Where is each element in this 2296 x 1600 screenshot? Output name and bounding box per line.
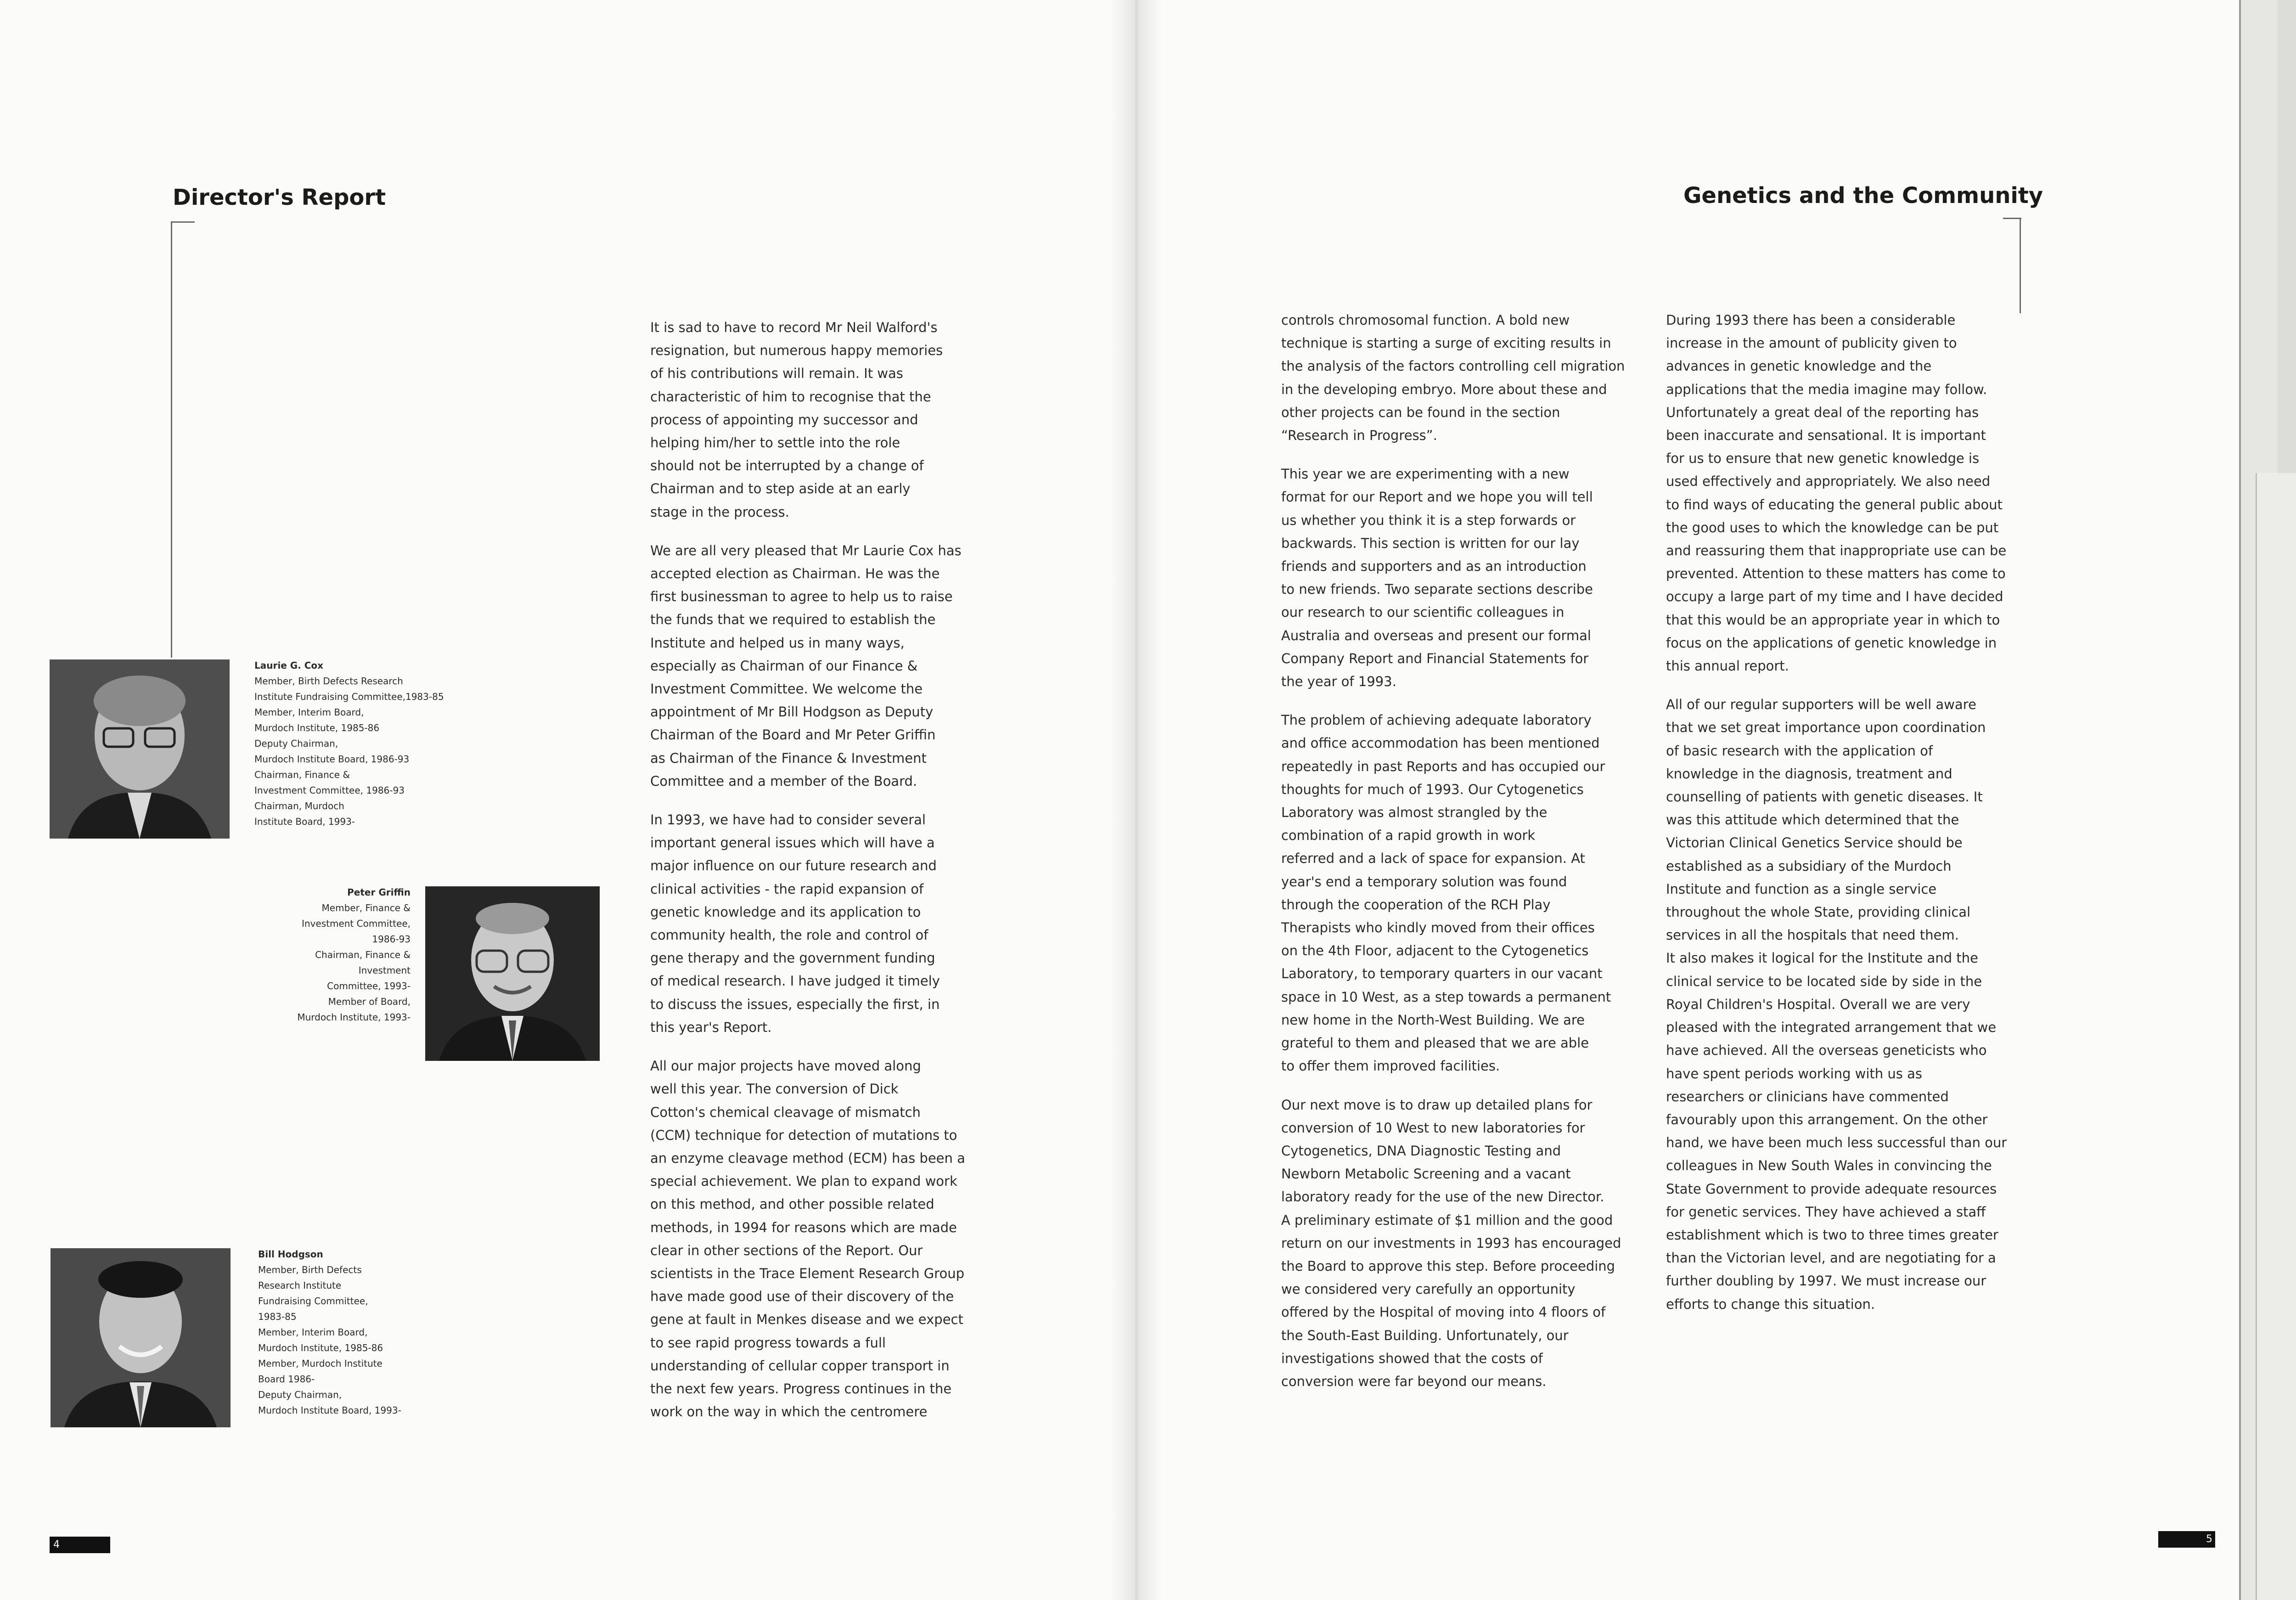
text-line: return on our investments in 1993 has encouraged	[1281, 1235, 1621, 1251]
text-line: our research to our scientific colleagues in	[1281, 604, 1564, 620]
text-line: especially as Chairman of our Finance &	[650, 658, 918, 674]
caption-line: Institute Fundraising Committee,1983-85	[254, 691, 444, 702]
text-line: this year's Report.	[650, 1019, 772, 1035]
text-line: hand, we have been much less successful than our	[1666, 1135, 2007, 1151]
text-line: that this would be an appropriate year in which to	[1666, 612, 2000, 628]
text-line: we considered very carefully an opportunity	[1281, 1281, 1576, 1297]
text-line: grateful to them and pleased that we are able	[1281, 1035, 1589, 1051]
text-line: offered by the Hospital of moving into 4 floors of	[1281, 1304, 1606, 1320]
text-line: services in all the hospitals that need them.	[1666, 927, 1959, 943]
text-line: should not be interrupted by a change of	[650, 458, 924, 474]
text-line: and office accommodation has been mentioned	[1281, 735, 1600, 751]
paragraph	[1281, 1093, 1644, 1393]
text-line: genetic knowledge and its application to	[650, 904, 921, 920]
caption-line: 1986-93	[372, 934, 411, 945]
caption-line: 1983-85	[258, 1311, 297, 1322]
text-line: first businessman to agree to help us to raise	[650, 589, 953, 605]
text-line: for us to ensure that new genetic knowledge is	[1666, 451, 1980, 467]
text-line: us whether you think it is a step forwards or	[1281, 512, 1576, 528]
text-line: The problem of achieving adequate laboratory	[1281, 712, 1592, 728]
community-column-2	[1666, 309, 2033, 1331]
text-line: to find ways of educating the general public about	[1666, 496, 2003, 513]
book-gutter	[1111, 0, 1162, 1600]
paragraph	[650, 539, 985, 793]
portrait-peter-griffin	[425, 886, 600, 1061]
page-edge-insert	[2256, 473, 2296, 1600]
text-line: (CCM) technique for detection of mutations to	[650, 1127, 957, 1143]
caption-laurie-cox	[254, 658, 466, 829]
caption-line: Investment Committee, 1986-93	[254, 785, 405, 796]
paragraph	[1281, 309, 1644, 447]
text-line: Unfortunately a great deal of the reporting has	[1666, 404, 1979, 420]
text-line: work on the way in which the centromere	[650, 1404, 928, 1420]
text-line: During 1993 there has been a considerable	[1666, 312, 1956, 328]
caption-line: Member, Birth Defects	[258, 1264, 362, 1275]
paragraph	[1281, 709, 1644, 1077]
text-line: We are all very pleased that Mr Laurie Cox has	[650, 542, 962, 558]
text-line: Institute and helped us in many ways,	[650, 635, 905, 651]
text-line: knowledge in the diagnosis, treatment and	[1666, 766, 1953, 782]
title-rule-horizontal-right	[2003, 218, 2021, 219]
caption-line: Deputy Chairman,	[258, 1389, 342, 1400]
text-line: efforts to change this situation.	[1666, 1296, 1875, 1312]
caption-line: Chairman, Finance &	[315, 949, 411, 960]
text-line: Therapists who kindly moved from their offices	[1281, 920, 1595, 936]
paragraph	[1666, 693, 2033, 1315]
text-line: Cytogenetics, DNA Diagnostic Testing and	[1281, 1143, 1561, 1159]
caption-line: Member, Murdoch Institute	[258, 1358, 383, 1369]
text-line: Our next move is to draw up detailed plans for	[1281, 1097, 1593, 1113]
text-line: advances in genetic knowledge and the	[1666, 358, 1932, 374]
text-line: prevented. Attention to these matters has come to	[1666, 566, 2006, 582]
caption-line: Chairman, Murdoch	[254, 800, 344, 811]
text-line: laboratory ready for the use of the new Director.	[1281, 1189, 1604, 1205]
paragraph	[1281, 462, 1644, 693]
text-line: the year of 1993.	[1281, 674, 1396, 690]
text-line: an enzyme cleavage method (ECM) has been a	[650, 1150, 965, 1166]
text-line: the analysis of the factors controlling cell migration	[1281, 358, 1625, 374]
text-line: to see rapid progress towards a full	[650, 1335, 886, 1351]
text-line: appointment of Mr Bill Hodgson as Deputy	[650, 704, 934, 720]
caption-line: Committee, 1993-	[327, 980, 411, 992]
caption-line: Research Institute	[258, 1280, 342, 1291]
text-line: format for our Report and we hope you will tell	[1281, 489, 1593, 505]
text-line: Chairman and to step aside at an early	[650, 481, 911, 497]
text-line: the funds that we required to establish the	[650, 612, 936, 628]
text-line: pleased with the integrated arrangement that we	[1666, 1020, 1997, 1036]
text-line: Institute and function as a single service	[1666, 881, 1937, 897]
text-line: researchers or clinicians have commented	[1666, 1088, 1949, 1104]
text-line: stage in the process.	[650, 504, 789, 520]
text-line: on the 4th Floor, adjacent to the Cytogenetics	[1281, 943, 1589, 959]
text-line: through the cooperation of the RCH Play	[1281, 896, 1551, 913]
caption-line: Investment	[358, 965, 411, 976]
text-line: Australia and overseas and present our formal	[1281, 627, 1591, 643]
text-line: process of appointing my successor and	[650, 411, 918, 428]
text-line: new home in the North-West Building. We are	[1281, 1012, 1585, 1028]
paragraph	[650, 1054, 985, 1423]
text-line: have achieved. All the overseas geneticists who	[1666, 1042, 1987, 1059]
text-line: throughout the whole State, providing clinical	[1666, 904, 1971, 920]
paragraph	[650, 808, 985, 1039]
text-line: characteristic of him to recognise that the	[650, 389, 931, 405]
text-line: thoughts for much of 1993. Our Cytogenetics	[1281, 781, 1584, 797]
text-line: referred and a lack of space for expansion. At	[1281, 851, 1585, 867]
text-line: “Research in Progress”.	[1281, 428, 1438, 444]
page-title: Director's Report	[173, 185, 386, 210]
text-line: combination of a rapid growth in work	[1281, 828, 1536, 844]
text-line: This year we are experimenting with a new	[1281, 466, 1570, 482]
paragraph	[650, 316, 985, 524]
text-line: In 1993, we have had to consider several	[650, 812, 926, 828]
text-line: and reassuring them that inappropriate use can be	[1666, 543, 2007, 559]
text-line: of his contributions will remain. It was	[650, 366, 903, 382]
text-line: Victorian Clinical Genetics Service should be	[1666, 835, 1963, 851]
text-line: counselling of patients with genetic diseases. It	[1666, 789, 1983, 805]
text-line: increase in the amount of publicity given to	[1666, 335, 1957, 351]
text-line: the good uses to which the knowledge can be put	[1666, 519, 1999, 535]
caption-line: Investment Committee,	[301, 918, 411, 929]
text-line: investigations showed that the costs of	[1281, 1350, 1543, 1366]
text-line: to discuss the issues, especially the first, in	[650, 996, 940, 1012]
page-number-left	[50, 1537, 110, 1553]
text-line: been inaccurate and sensational. It is important	[1666, 428, 1986, 444]
text-line: used effectively and appropriately. We also need	[1666, 473, 1991, 490]
text-line: Chairman of the Board and Mr Peter Griffin	[650, 727, 936, 743]
text-line: favourably upon this arrangement. On the other	[1666, 1111, 1988, 1127]
caption-line: Member, Interim Board,	[258, 1327, 368, 1338]
text-line: gene therapy and the government funding	[650, 950, 935, 966]
text-line: applications that the media imagine may follow.	[1666, 381, 1987, 397]
text-line: gene at fault in Menkes disease and we expect	[650, 1312, 963, 1328]
text-line: on this method, and other possible related	[650, 1196, 934, 1212]
caption-line: Institute Board, 1993-	[254, 816, 355, 827]
text-line: have made good use of their discovery of the	[650, 1289, 954, 1305]
text-line: All our major projects have moved along	[650, 1058, 921, 1074]
text-line: the next few years. Progress continues in the	[650, 1380, 952, 1397]
caption-line: Member, Interim Board,	[254, 707, 364, 718]
title-rule-vertical-right	[2020, 218, 2021, 313]
text-line: Committee and a member of the Board.	[650, 773, 917, 789]
text-line: Cotton's chemical cleavage of mismatch	[650, 1104, 921, 1120]
text-line: conversion were far beyond our means.	[1281, 1373, 1547, 1389]
text-line: clinical service to be located side by side in the	[1666, 973, 1982, 989]
text-line: for genetic services. They have achieved a staff	[1666, 1204, 1986, 1220]
text-line: colleagues in New South Wales in convincing the	[1666, 1158, 1992, 1174]
caption-line: Member, Finance &	[321, 902, 411, 913]
text-line: as Chairman of the Finance & Investment	[650, 750, 927, 766]
caption-line: Board 1986-	[258, 1374, 315, 1385]
text-line: of medical research. I have judged it timely	[650, 973, 940, 989]
text-line: clear in other sections of the Report. Our	[650, 1242, 923, 1258]
page-title-right: Genetics and the Community	[1683, 183, 2043, 208]
text-line: other projects can be found in the section	[1281, 404, 1560, 420]
title-rule-vertical	[171, 221, 172, 658]
text-line: conversion of 10 West to new laboratories for	[1281, 1120, 1585, 1136]
caption-line: Member of Board,	[328, 996, 411, 1007]
portrait-bill-hodgson	[51, 1248, 231, 1427]
caption-line: Murdoch Institute, 1985-86	[258, 1342, 383, 1353]
caption-line: Deputy Chairman,	[254, 738, 338, 749]
page-number-right	[2158, 1531, 2215, 1548]
text-line: Investment Committee. We welcome the	[650, 681, 923, 697]
text-line: established as a subsidiary of the Murdoch	[1666, 858, 1952, 874]
text-line: occupy a large part of my time and I have decided	[1666, 589, 2003, 605]
text-line: important general issues which will have a	[650, 835, 935, 851]
text-line: clinical activities - the rapid expansion of	[650, 881, 924, 897]
text-line: this annual report.	[1666, 658, 1789, 674]
text-line: further doubling by 1997. We must increase our	[1666, 1273, 1986, 1289]
text-line: It is sad to have to record Mr Neil Walford's	[650, 320, 938, 335]
community-column-1	[1281, 309, 1644, 1408]
text-line: in the developing embryo. More about these and	[1281, 381, 1607, 397]
text-line: Newborn Metabolic Screening and a vacant	[1281, 1166, 1571, 1182]
caption-name: Laurie G. Cox	[254, 660, 324, 671]
paragraph	[1666, 309, 2033, 677]
text-line: space in 10 West, as a step towards a permanent	[1281, 989, 1611, 1005]
text-line: major influence on our future research and	[650, 858, 937, 874]
title-rule-horizontal	[171, 221, 195, 223]
text-line: understanding of cellular copper transport in	[650, 1358, 950, 1374]
caption-line: Chairman, Finance &	[254, 769, 350, 780]
text-line: focus on the applications of genetic knowledge in	[1666, 635, 1997, 651]
text-line: to new friends. Two separate sections describe	[1281, 581, 1593, 597]
text-line: It also makes it logical for the Institute and the	[1666, 950, 1978, 966]
text-line: to offer them improved facilities.	[1281, 1058, 1500, 1074]
text-line: scientists in the Trace Element Research Group	[650, 1265, 964, 1281]
director-report-column	[650, 316, 985, 1439]
caption-line: Fundraising Committee,	[258, 1296, 368, 1307]
text-line: than the Victorian level, and are negotiating for a	[1666, 1250, 1996, 1266]
text-line: year's end a temporary solution was found	[1281, 873, 1567, 890]
caption-line: Murdoch Institute, 1993-	[297, 1012, 411, 1023]
text-line: Laboratory was almost strangled by the	[1281, 805, 1548, 821]
text-line: State Government to provide adequate resources	[1666, 1181, 1997, 1197]
text-line: of basic research with the application of	[1666, 743, 1933, 759]
caption-name: Peter Griffin	[347, 887, 411, 898]
caption-name: Bill Hodgson	[258, 1249, 323, 1260]
page-number-text: 4	[53, 1539, 60, 1550]
text-line: was this attitude which determined that the	[1666, 812, 1959, 828]
text-line: controls chromosomal function. A bold new	[1281, 312, 1570, 328]
portrait-laurie-cox	[50, 659, 230, 839]
text-line: establishment which is two to three times greater	[1666, 1227, 1998, 1243]
text-line: Royal Children's Hospital. Overall we are very	[1666, 996, 1970, 1012]
text-line: repeatedly in past Reports and has occupied our	[1281, 758, 1605, 774]
caption-line: Murdoch Institute Board, 1986-93	[254, 754, 410, 765]
caption-peter-griffin	[257, 885, 411, 1025]
text-line: methods, in 1994 for reasons which are made	[650, 1219, 957, 1235]
text-line: Company Report and Financial Statements for	[1281, 650, 1589, 666]
text-line: that we set great importance upon coordination	[1666, 720, 1986, 736]
text-line: the Board to approve this step. Before proceeding	[1281, 1258, 1615, 1274]
text-line: technique is starting a surge of exciting results in	[1281, 335, 1611, 351]
text-line: the South-East Building. Unfortunately, our	[1281, 1327, 1569, 1343]
text-line: backwards. This section is written for our lay	[1281, 535, 1580, 551]
text-line: Laboratory, to temporary quarters in our vacant	[1281, 966, 1603, 982]
text-line: have spent periods working with us as	[1666, 1065, 1922, 1082]
page-number-text: 5	[2206, 1533, 2212, 1545]
text-line: accepted election as Chairman. He was the	[650, 566, 940, 582]
text-line: friends and supporters and as an introduction	[1281, 558, 1587, 575]
text-line: community health, the role and control of	[650, 927, 929, 943]
caption-line: Murdoch Institute, 1985-86	[254, 722, 380, 733]
caption-line: Murdoch Institute Board, 1993-	[258, 1405, 401, 1416]
caption-line: Member, Birth Defects Research	[254, 676, 403, 687]
text-line: helping him/her to settle into the role	[650, 435, 900, 451]
text-line: resignation, but numerous happy memories	[650, 343, 943, 359]
text-line: All of our regular supporters will be well aware	[1666, 697, 1976, 713]
text-line: well this year. The conversion of Dick	[650, 1081, 899, 1097]
caption-bill-hodgson	[258, 1246, 451, 1418]
text-line: special achievement. We plan to expand work	[650, 1173, 957, 1189]
text-line: A preliminary estimate of $1 million and the good	[1281, 1212, 1613, 1228]
